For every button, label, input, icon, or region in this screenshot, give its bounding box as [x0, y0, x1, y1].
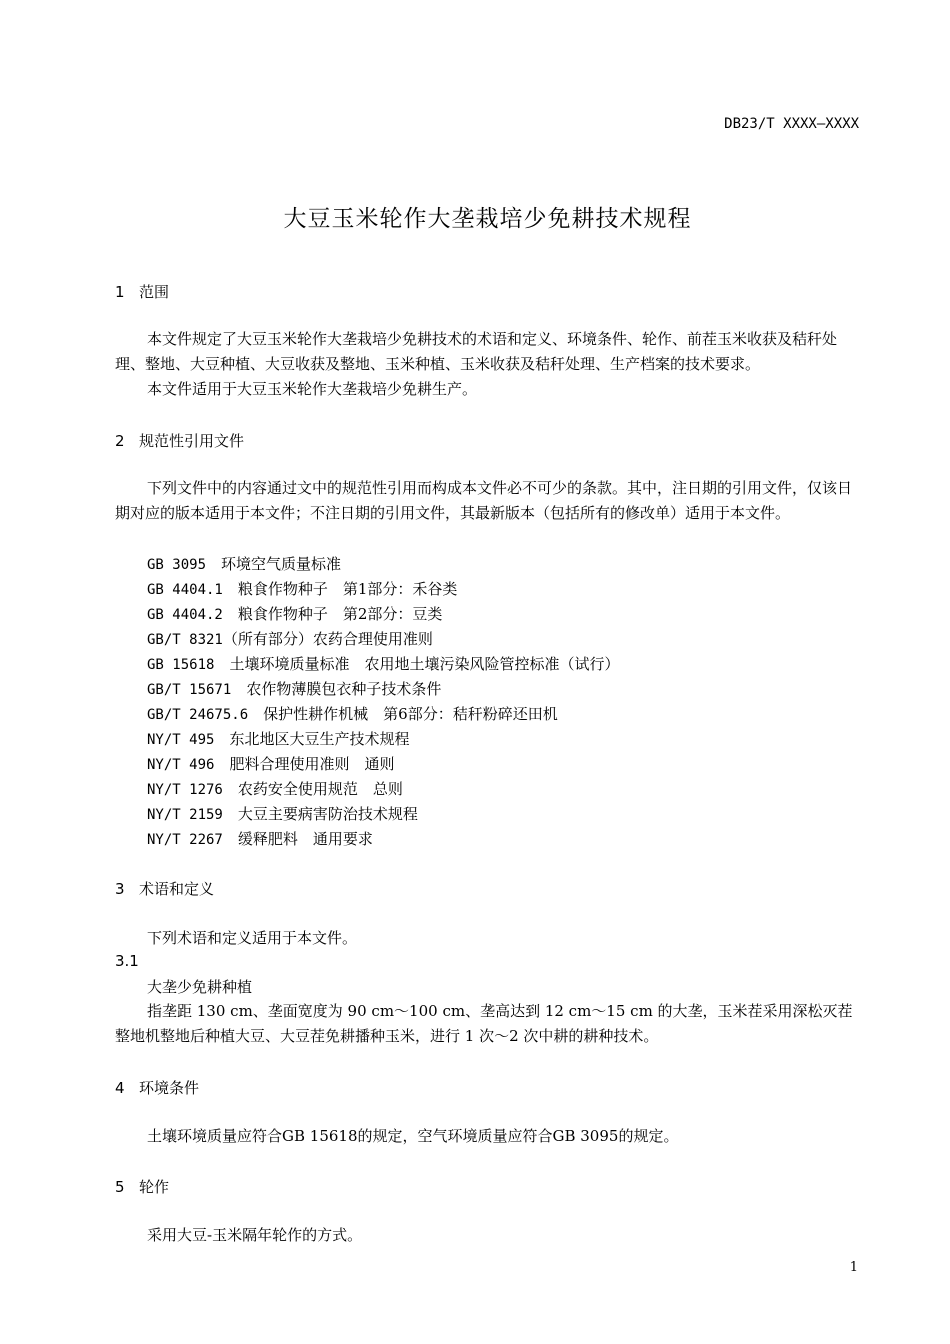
reference-code: GB 4404.1: [147, 582, 223, 598]
reference-code: GB/T 8321: [147, 632, 223, 648]
reference-separator: [214, 755, 229, 773]
section-title: 规范性引用文件: [139, 432, 245, 450]
reference-item: [147, 552, 341, 578]
reference-code: NY/T 495: [147, 732, 215, 748]
reference-item: [147, 752, 394, 778]
reference-name: 肥料合理使用准则 通则: [229, 755, 395, 773]
document-title: 大豆玉米轮作大垄栽培少免耕技术规程: [283, 206, 692, 232]
reference-separator: [223, 780, 238, 798]
reference-name: 环境空气质量标准: [221, 555, 342, 573]
section-1-paragraph-2: 本文件适用于大豆玉米轮作大垄栽培少免耕生产。: [147, 380, 478, 398]
reference-item: [147, 802, 418, 828]
reference-code: GB 15618: [147, 657, 215, 673]
section-title: 轮作: [139, 1178, 170, 1196]
reference-item: [147, 702, 558, 728]
section-2-heading: [115, 430, 244, 451]
reference-separator: [206, 555, 221, 573]
document-code: DB23/T XXXX—XXXX: [724, 116, 859, 132]
reference-item: [147, 577, 457, 603]
section-1-paragraph-1: [115, 327, 860, 377]
reference-code: NY/T 2159: [147, 807, 223, 823]
section-4-heading: [115, 1077, 199, 1098]
reference-code: NY/T 2267: [147, 832, 223, 848]
page-number: 1: [849, 1260, 858, 1275]
reference-item: [147, 677, 441, 703]
reference-name: 粮食作物种子 第2部分：豆类: [237, 605, 443, 623]
reference-name: 大豆主要病害防治技术规程: [237, 805, 418, 823]
section-5-paragraph-1: 采用大豆-玉米隔年轮作的方式。: [147, 1226, 363, 1244]
paragraph-text: 下列文件中的内容通过文中的规范性引用而构成本文件必不可少的条款。其中，注日期的引用文件，仅该日期对应的版本适用于本文件；不注日期的引用文件，其最新版本（包括所有的修改单）适用于本文件。: [115, 479, 853, 522]
reference-item: [147, 727, 409, 753]
term-definition: [115, 999, 860, 1049]
reference-name: 东北地区大豆生产技术规程: [229, 730, 410, 748]
section-number: 4: [115, 1079, 125, 1097]
section-5-heading: [115, 1176, 169, 1197]
reference-name: 粮食作物种子 第1部分：禾谷类: [237, 580, 458, 598]
section-title: 范围: [139, 283, 170, 301]
reference-name: （所有部分）农药合理使用准则: [222, 630, 433, 648]
section-4-paragraph-1: 土壤环境质量应符合GB 15618的规定，空气环境质量应符合GB 3095的规定。: [147, 1127, 679, 1145]
reference-item: [147, 602, 442, 628]
reference-separator: [214, 730, 229, 748]
reference-separator: [231, 680, 246, 698]
section-title: 术语和定义: [139, 880, 215, 898]
section-3-paragraph-1: 下列术语和定义适用于本文件。: [147, 929, 358, 947]
reference-separator: [214, 655, 229, 673]
reference-name: 农药安全使用规范 总则: [237, 780, 403, 798]
reference-code: NY/T 496: [147, 757, 215, 773]
section-2-paragraph-1: [115, 476, 860, 526]
section-number: 1: [115, 283, 125, 301]
reference-code: GB/T 24675.6: [147, 707, 249, 723]
reference-item: [147, 827, 373, 853]
reference-code: GB 4404.2: [147, 607, 223, 623]
reference-name: 农作物薄膜包衣种子技术条件: [246, 680, 442, 698]
section-number: 5: [115, 1178, 125, 1196]
reference-name: 保护性耕作机械 第6部分：秸秆粉碎还田机: [263, 705, 558, 723]
subsection-number: 3.1: [115, 952, 139, 970]
reference-item: [147, 652, 619, 678]
reference-code: GB 3095: [147, 557, 207, 573]
reference-separator: [223, 605, 238, 623]
paragraph-text: 指垄距 130 cm、垄面宽度为 90 cm～100 cm、垄高达到 12 cm～15 cm 的大垄，玉米茬采用深松灭茬整地机整地后种植大豆、大豆茬免耕播种玉米，进行 1 次～2 次中耕的耕种技术。: [115, 1002, 853, 1045]
reference-name: 土壤环境质量标准 农用地土壤污染风险管控标准（试行）: [229, 655, 620, 673]
section-3-heading: [115, 878, 214, 899]
reference-item: [147, 777, 403, 803]
section-title: 环境条件: [139, 1079, 200, 1097]
reference-separator: [223, 830, 238, 848]
section-number: 2: [115, 432, 125, 450]
reference-separator: [223, 805, 238, 823]
section-1-heading: [115, 281, 169, 302]
reference-separator: [223, 580, 238, 598]
reference-name: 缓释肥料 通用要求: [237, 830, 373, 848]
reference-separator: [248, 705, 263, 723]
paragraph-text: 本文件规定了大豆玉米轮作大垄栽培少免耕技术的术语和定义、环境条件、轮作、前茬玉米收获及秸秆处理、整地、大豆种植、大豆收获及整地、玉米种植、玉米收获及秸秆处理、生产档案的技术要求。: [115, 330, 838, 373]
reference-item: [147, 627, 433, 653]
section-number: 3: [115, 880, 125, 898]
reference-code: NY/T 1276: [147, 782, 223, 798]
term-title: 大垄少免耕种植: [147, 978, 253, 996]
reference-code: GB/T 15671: [147, 682, 232, 698]
